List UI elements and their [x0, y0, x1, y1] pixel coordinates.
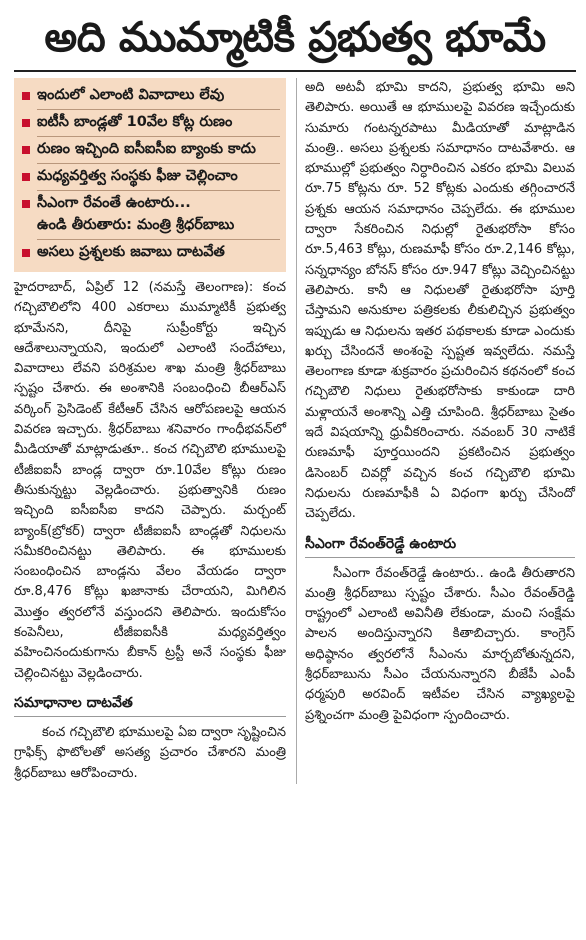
headline: అది ముమ్మాటికీ ప్రభుత్వ భూమే — [14, 6, 576, 72]
article-columns — [14, 78, 576, 784]
body-paragraph: కంచ గచ్చిబౌలి భూములపై ఏఐ ద్వారా సృష్టించిన గ్రాఫిక్స్ ఫొటోలతో అసత్య ప్రచారం చేశారని మంత్రి శ్రీధర్‌బాబు ఆరోపించారు. — [14, 724, 286, 781]
divider — [37, 239, 280, 240]
bullet-icon — [22, 200, 30, 208]
bullet-icon — [22, 119, 30, 127]
divider — [37, 163, 280, 164]
subheading: సమాధానాల దాటవేత — [14, 692, 286, 717]
highlight-item: అసలు ప్రశ్నలకు జవాబు దాటవేత — [22, 242, 280, 263]
highlight-item: సీఎంగా రేవంతే ఉంటారు... — [22, 193, 280, 214]
highlight-item: రుణం ఇచ్చింది ఐసీఐసీఐ బ్యాంకు కాదు — [22, 139, 280, 160]
highlight-item-continued: ఉండి తీరుతారు: మంత్రి శ్రీధర్‌బాబు — [37, 217, 235, 233]
body-paragraph: హైదరాబాద్, ఏప్రిల్ 12 (నమస్తే తెలంగాణ): కంచ గచ్చిబౌలిలోని 400 ఎకరాలు ముమ్మాటికీ ప్రభుత్వ భూమేనని, దీనిపై సుప్రీంకోర్టు ఇచ్చిన ఆదేశాలున్నాయని, ఇందులో ఎలాంటి సందేహాలు, వివాదాలు లేవని పరిశ్రమల శాఖ మంత్రి శ్రీధర్‌బాబు స్పష్టం చేశారు. ఈ అంశానికి సంబంధించి బీఆర్ఎస్ వర్కింగ్ ప్రెసిడెంట్ కేటీఆర్ చేసిన ఆరోపణలపై ఆయన వివరణ ఇచ్చారు. శ్రీధర్‌బాబు శనివారం గాంధీభవన్‌లో మీడియాతో మాట్లాడుతూ.. కంచ గచ్చిబౌలి భూములపై టీజీఐఐసీ బాండ్ల ద్వారా రూ.10వేల కోట్లు రుణం తీసుకున్నట్టు వెల్లడించారు. ప్రభుత్వానికి రుణం ఇచ్చింది ఐసీఐసీఐ కాదని చెప్పారు. మర్చంట్ బ్యాంక్(బ్రోకర్) ద్వారా టీజీఐఐసీ బాండ్లతో నిధులను సమీకరించినట్టు తెలిపారు. ఈ భూములకు సంబంధించిన బాండ్లను వేలం వేయడం ద్వారా రూ.8,476 కోట్లు ఖజానాకు చేరాయని, మిగిలిన మొత్తం త్వరలోనే వస్తుందని తెలిపారు. ఇందుకోసం కంపెనీలు, టీజీఐఐసీకి మధ్యవర్తిత్వం వహించినందుకుగాను బీకాన్ ట్రస్టీ అనే సంస్థకు ఫీజు చెల్లించినట్టు వెల్లడించారు. — [14, 280, 286, 681]
highlight-item: ఐటీసీ బాండ్లతో 10వేల కోట్ల రుణం — [22, 112, 280, 133]
bullet-icon — [22, 92, 30, 100]
bullet-icon — [22, 173, 30, 181]
highlights-box — [14, 78, 286, 272]
highlight-item: ఇందులో ఎలాంటి వివాదాలు లేవు — [22, 85, 280, 106]
bullet-icon — [22, 249, 30, 257]
left-column — [14, 78, 286, 784]
body-paragraph: సీఎంగా రేవంత్‌రెడ్డే ఉంటారు.. ఉండి తీరుతారని మంత్రి శ్రీధర్‌బాబు స్పష్టం చేశారు. సీఎం రేవంత్‌రెడ్డి రాష్ట్రంలో ఎలాంటి అవినీతి లేకుండా, మంచి సంక్షేమ పాలన అందిస్తున్నారని కితాబిచ్చారు. కాంగ్రెస్ అధిష్ఠానం త్వరలోనే సీఎంను మార్చబోతున్నదని, శ్రీధర్‌బాబును సీఎం చేయనున్నారని బీజేపీ ఎంపీ ధర్మపురి అరవింద్ ఇటీవల చేసిన వ్యాఖ్యలపై ప్రశ్నించగా మంత్రి పైవిధంగా స్పందించారు. — [305, 565, 575, 723]
bullet-icon — [22, 146, 30, 154]
subheading: సీఎంగా రేవంత్‌రెడ్డే ఉంటారు — [305, 533, 575, 558]
body-paragraph: అది అటవీ భూమి కాదని, ప్రభుత్వ భూమి అని తెలిపారు. అయితే ఆ భూములపై వివరణ ఇచ్చేందుకు సుమారు గంటన్నరపాటు మీడియాతో మాట్లాడిన మంత్రి.. అసలు ప్రశ్నలకు సమాధానం దాటవేశారు. ఆ భూముల్లో ప్రభుత్వం నిర్ధారించిన ఎకరం భూమి విలువ రూ.75 కోట్లను రూ. 52 కోట్లకు ఎందుకు తగ్గించారనే ప్రశ్నకు ఆయన సమాధానం చెప్పలేదు. ఈ భూముల ద్వారా సేకరించిన నిధుల్లో రైతుభరోసా కోసం రూ.5,463 కోట్లు, రుణమాఫీ కోసం రూ.2,146 కోట్లు, సన్నధాన్యం బోనస్ కోసం రూ.947 కోట్లు వెచ్చించినట్టు తెలిపారు. కానీ ఆ నిధులతో రైతుభరోసా పూర్తి చేస్తామని అనుకూల పత్రికలకు లీకులిచ్చిన ప్రభుత్వం ఇప్పుడు ఆ నిధులను ఇతర పథకాలకు కూడా ఎందుకు ఖర్చు చేసిందనే అంశంపై స్పష్టత ఇవ్వలేదు. నమస్తే తెలంగాణ కూడా శుక్రవారం ప్రచురించిన కథనంలో కంచ గచ్చిబౌలి నిధులు రైతుభరోసాకు కాకుండా దారి మళ్లాయనే అంశాన్ని ఎత్తి చూపింది. శ్రీధర్‌బాబు సైతం ఇదే విషయాన్ని ధ్రువీకరించారు. నవంబర్ 30 నాటికే రుణమాఫీ పూర్తయిందని ప్రకటించిన ప్రభుత్వం డిసెంబర్ చివర్లో వచ్చిన కంచ గచ్చిబౌలి భూమి నిధులను రుణమాఫీకి ఏ విధంగా ఖర్చు చేసిందో చెప్పలేదు. — [305, 80, 575, 522]
right-column — [296, 78, 575, 784]
highlight-item: మధ్యవర్తిత్వ సంస్థకు ఫీజు చెల్లించాం — [22, 166, 280, 187]
divider — [37, 109, 280, 110]
divider — [37, 136, 280, 137]
divider — [37, 190, 280, 191]
